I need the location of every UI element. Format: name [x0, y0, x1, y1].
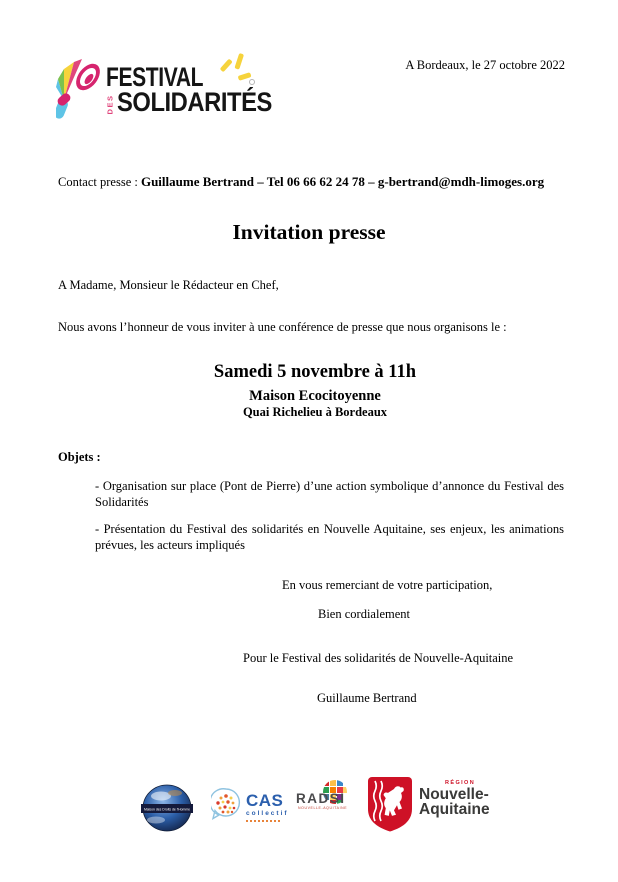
objects-list — [95, 479, 564, 565]
sound-ray-icon — [234, 53, 243, 70]
salutation: A Madame, Monsieur le Rédacteur en Chef, — [58, 278, 279, 292]
cas-collectif-logo — [211, 787, 289, 829]
contact-press-line — [58, 174, 544, 190]
contact-label: Contact presse : — [58, 175, 141, 189]
brand-word1: FESTIVAL — [106, 62, 204, 92]
cas-tagline-line — [246, 820, 280, 822]
closing-organisation: Pour le Festival des solidarités de Nouvelle-Aquitaine — [243, 651, 514, 665]
region-shield-icon — [367, 776, 413, 833]
object-item: - Organisation sur place (Pont de Pierre) d’une action symbolique d’annonce du Festival des Solidarités — [95, 479, 564, 509]
brand-word2: SOLIDARITÉS — [117, 87, 272, 117]
closing-regards: Bien cordialement — [318, 607, 410, 621]
dateline: A Bordeaux, le 27 octobre 2022 — [405, 58, 565, 72]
closing-thanks: En vous remerciant de votre participation, — [282, 578, 493, 592]
trademark-mark — [249, 79, 255, 85]
closing-signature: Guillaume Bertrand — [317, 691, 417, 705]
intro-line: Nous avons l’honneur de vous inviter à une conférence de presse que nous organisons le : — [58, 320, 507, 334]
brand-word-des: DES — [105, 94, 115, 115]
region-nouvelle-aquitaine-logo — [367, 776, 502, 834]
cas-subtitle: collectif — [246, 810, 289, 817]
cas-bubble-icon — [211, 787, 243, 825]
radsi-subtitle: NOUVELLE-AQUITAINE — [298, 805, 348, 810]
region-name-line2: Aquitaine — [419, 800, 490, 818]
radsi-acronym: RADSI — [296, 791, 346, 806]
mdh-globe-logo — [141, 784, 193, 832]
region-label: RÉGION — [445, 780, 476, 786]
mdh-band-text: Maison des Droits de l'Homme — [143, 807, 191, 812]
event-datetime: Samedi 5 novembre à 11h — [213, 362, 417, 382]
region-name-line1: Nouvelle- — [419, 785, 489, 803]
megaphone-icon — [56, 53, 106, 119]
event-venue: Maison Ecocitoyenne — [249, 388, 381, 404]
contact-details: Guillaume Bertrand – Tel 06 66 62 24 78 – g-bertrand@mdh-limoges.org — [140, 174, 545, 189]
page-title: Invitation presse — [232, 220, 386, 244]
event-address: Quai Richelieu à Bordeaux — [242, 405, 388, 419]
radsi-logo — [296, 779, 352, 819]
brand-wordmark-solidarites — [117, 89, 293, 116]
cas-acronym: CAS — [246, 791, 284, 810]
objects-label: Objets : — [58, 450, 101, 464]
object-item: - Présentation du Festival des solidarités en Nouvelle Aquitaine, ses enjeux, les animations prévues, les acteurs impliqués — [95, 522, 564, 552]
